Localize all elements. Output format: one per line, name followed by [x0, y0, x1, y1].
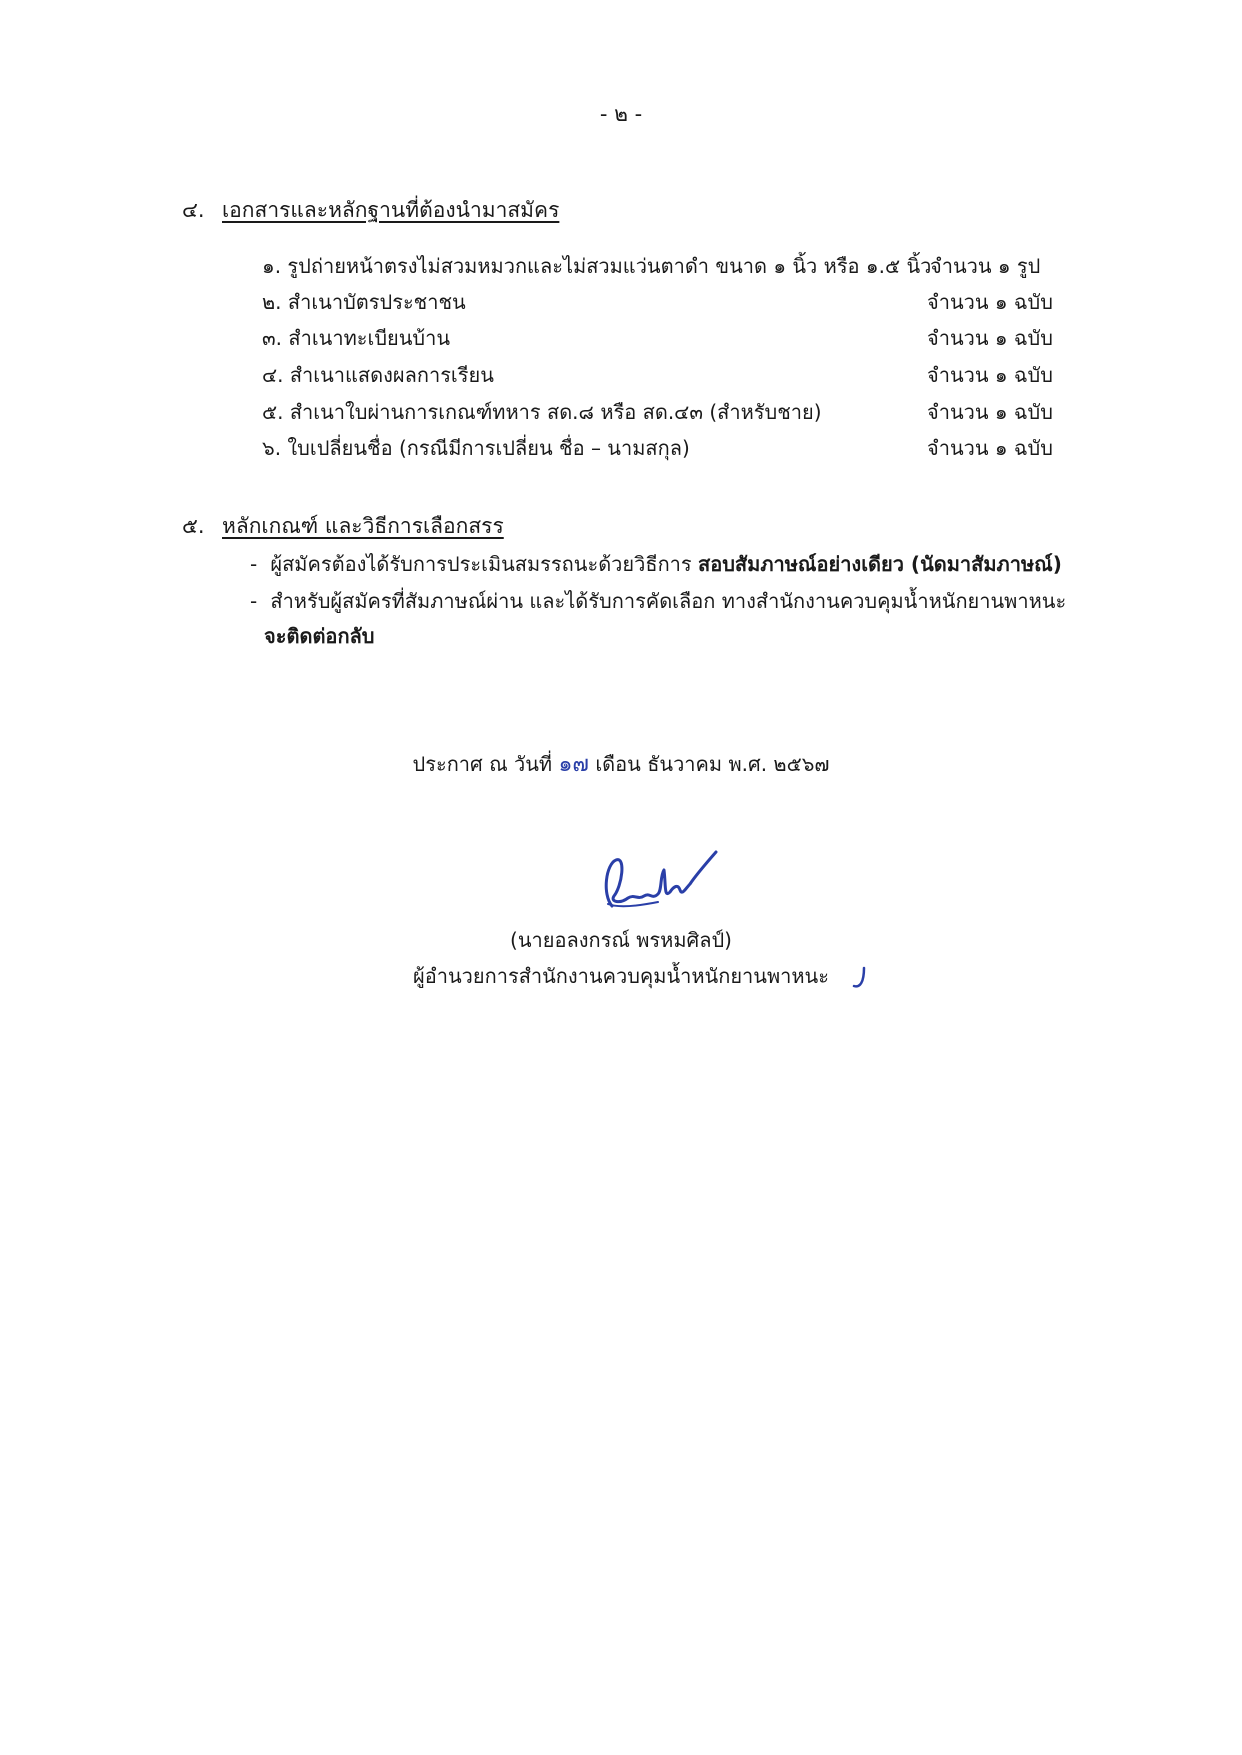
document-item-qty: จำนวน ๑ ฉบับ: [927, 400, 1053, 424]
criteria-bullet-1-text: ผู้สมัครต้องได้รับการประเมินสมรรถนะด้วยวิธีการ: [270, 552, 692, 576]
document-item-text: ๒. สำเนาบัตรประชาชน: [262, 290, 466, 314]
document-item-qty: จำนวน ๑ ฉบับ: [927, 290, 1053, 314]
document-item-text: ๕. สำเนาใบผ่านการเกณฑ์ทหาร สด.๘ หรือ สด.๔๓ (สำหรับชาย): [262, 400, 822, 424]
announcement-day: ๑๗: [558, 752, 589, 777]
document-item: [262, 250, 1062, 284]
document-item: [262, 432, 1062, 466]
document-item-text: ๔. สำเนาแสดงผลการเรียน: [262, 363, 494, 387]
document-item: [262, 396, 1062, 430]
criteria-bullet-1-bold: สอบสัมภาษณ์อย่างเดียว (นัดมาสัมภาษณ์): [698, 552, 1062, 576]
section4-title: เอกสารและหลักฐานที่ต้องนำมาสมัคร: [222, 198, 560, 222]
section4-number: ๔.: [182, 198, 205, 222]
document-item-text: ๓. สำเนาทะเบียนบ้าน: [262, 326, 451, 350]
signer-name: (นายอลงกรณ์ พรหมศิลป์): [510, 928, 732, 952]
bullet-dash: -: [250, 589, 258, 613]
document-item: [262, 286, 1062, 320]
announcement-date: [0, 746, 1242, 781]
document-item-qty: จำนวน ๑ ฉบับ: [927, 363, 1053, 387]
bullet-dash: -: [250, 552, 258, 576]
signature-image: [598, 846, 723, 916]
document-item-text: ๖. ใบเปลี่ยนชื่อ (กรณีมีการเปลี่ยน ชื่อ – นามสกุล): [262, 436, 690, 460]
section5-number: ๕.: [182, 514, 205, 538]
announcement-suffix: เดือน ธันวาคม พ.ศ. ๒๕๖๗: [595, 752, 830, 776]
document-item-qty: จำนวน ๑ ฉบับ: [927, 436, 1053, 460]
handwritten-tick-mark: [850, 964, 868, 990]
document-item: [262, 322, 1062, 356]
signer-position: ผู้อำนวยการสำนักงานควบคุมน้ำหนักยานพาหนะ: [413, 964, 829, 988]
document-item: [262, 359, 1062, 393]
document-item-qty: จำนวน ๑ รูป: [930, 254, 1041, 278]
criteria-bullet-2-text: สำหรับผู้สมัครที่สัมภาษณ์ผ่าน และได้รับการคัดเลือก ทางสำนักงานควบคุมน้ำหนักยานพาหนะ: [270, 589, 1067, 613]
criteria-bullet-2: [250, 585, 1067, 617]
criteria-bullet-2-continuation: จะติดต่อกลับ: [264, 624, 375, 648]
announcement-prefix: ประกาศ ณ วันที่: [412, 752, 553, 776]
criteria-bullet-1: [250, 548, 1062, 580]
page-number: - ๒ -: [599, 102, 643, 126]
document-item-qty: จำนวน ๑ ฉบับ: [927, 326, 1053, 350]
document-item-text: ๑. รูปถ่ายหน้าตรงไม่สวมหมวกและไม่สวมแว่นตาดำ ขนาด ๑ นิ้ว หรือ ๑.๕ นิ้ว: [262, 254, 932, 278]
section5-title: หลักเกณฑ์ และวิธีการเลือกสรร: [222, 514, 504, 538]
